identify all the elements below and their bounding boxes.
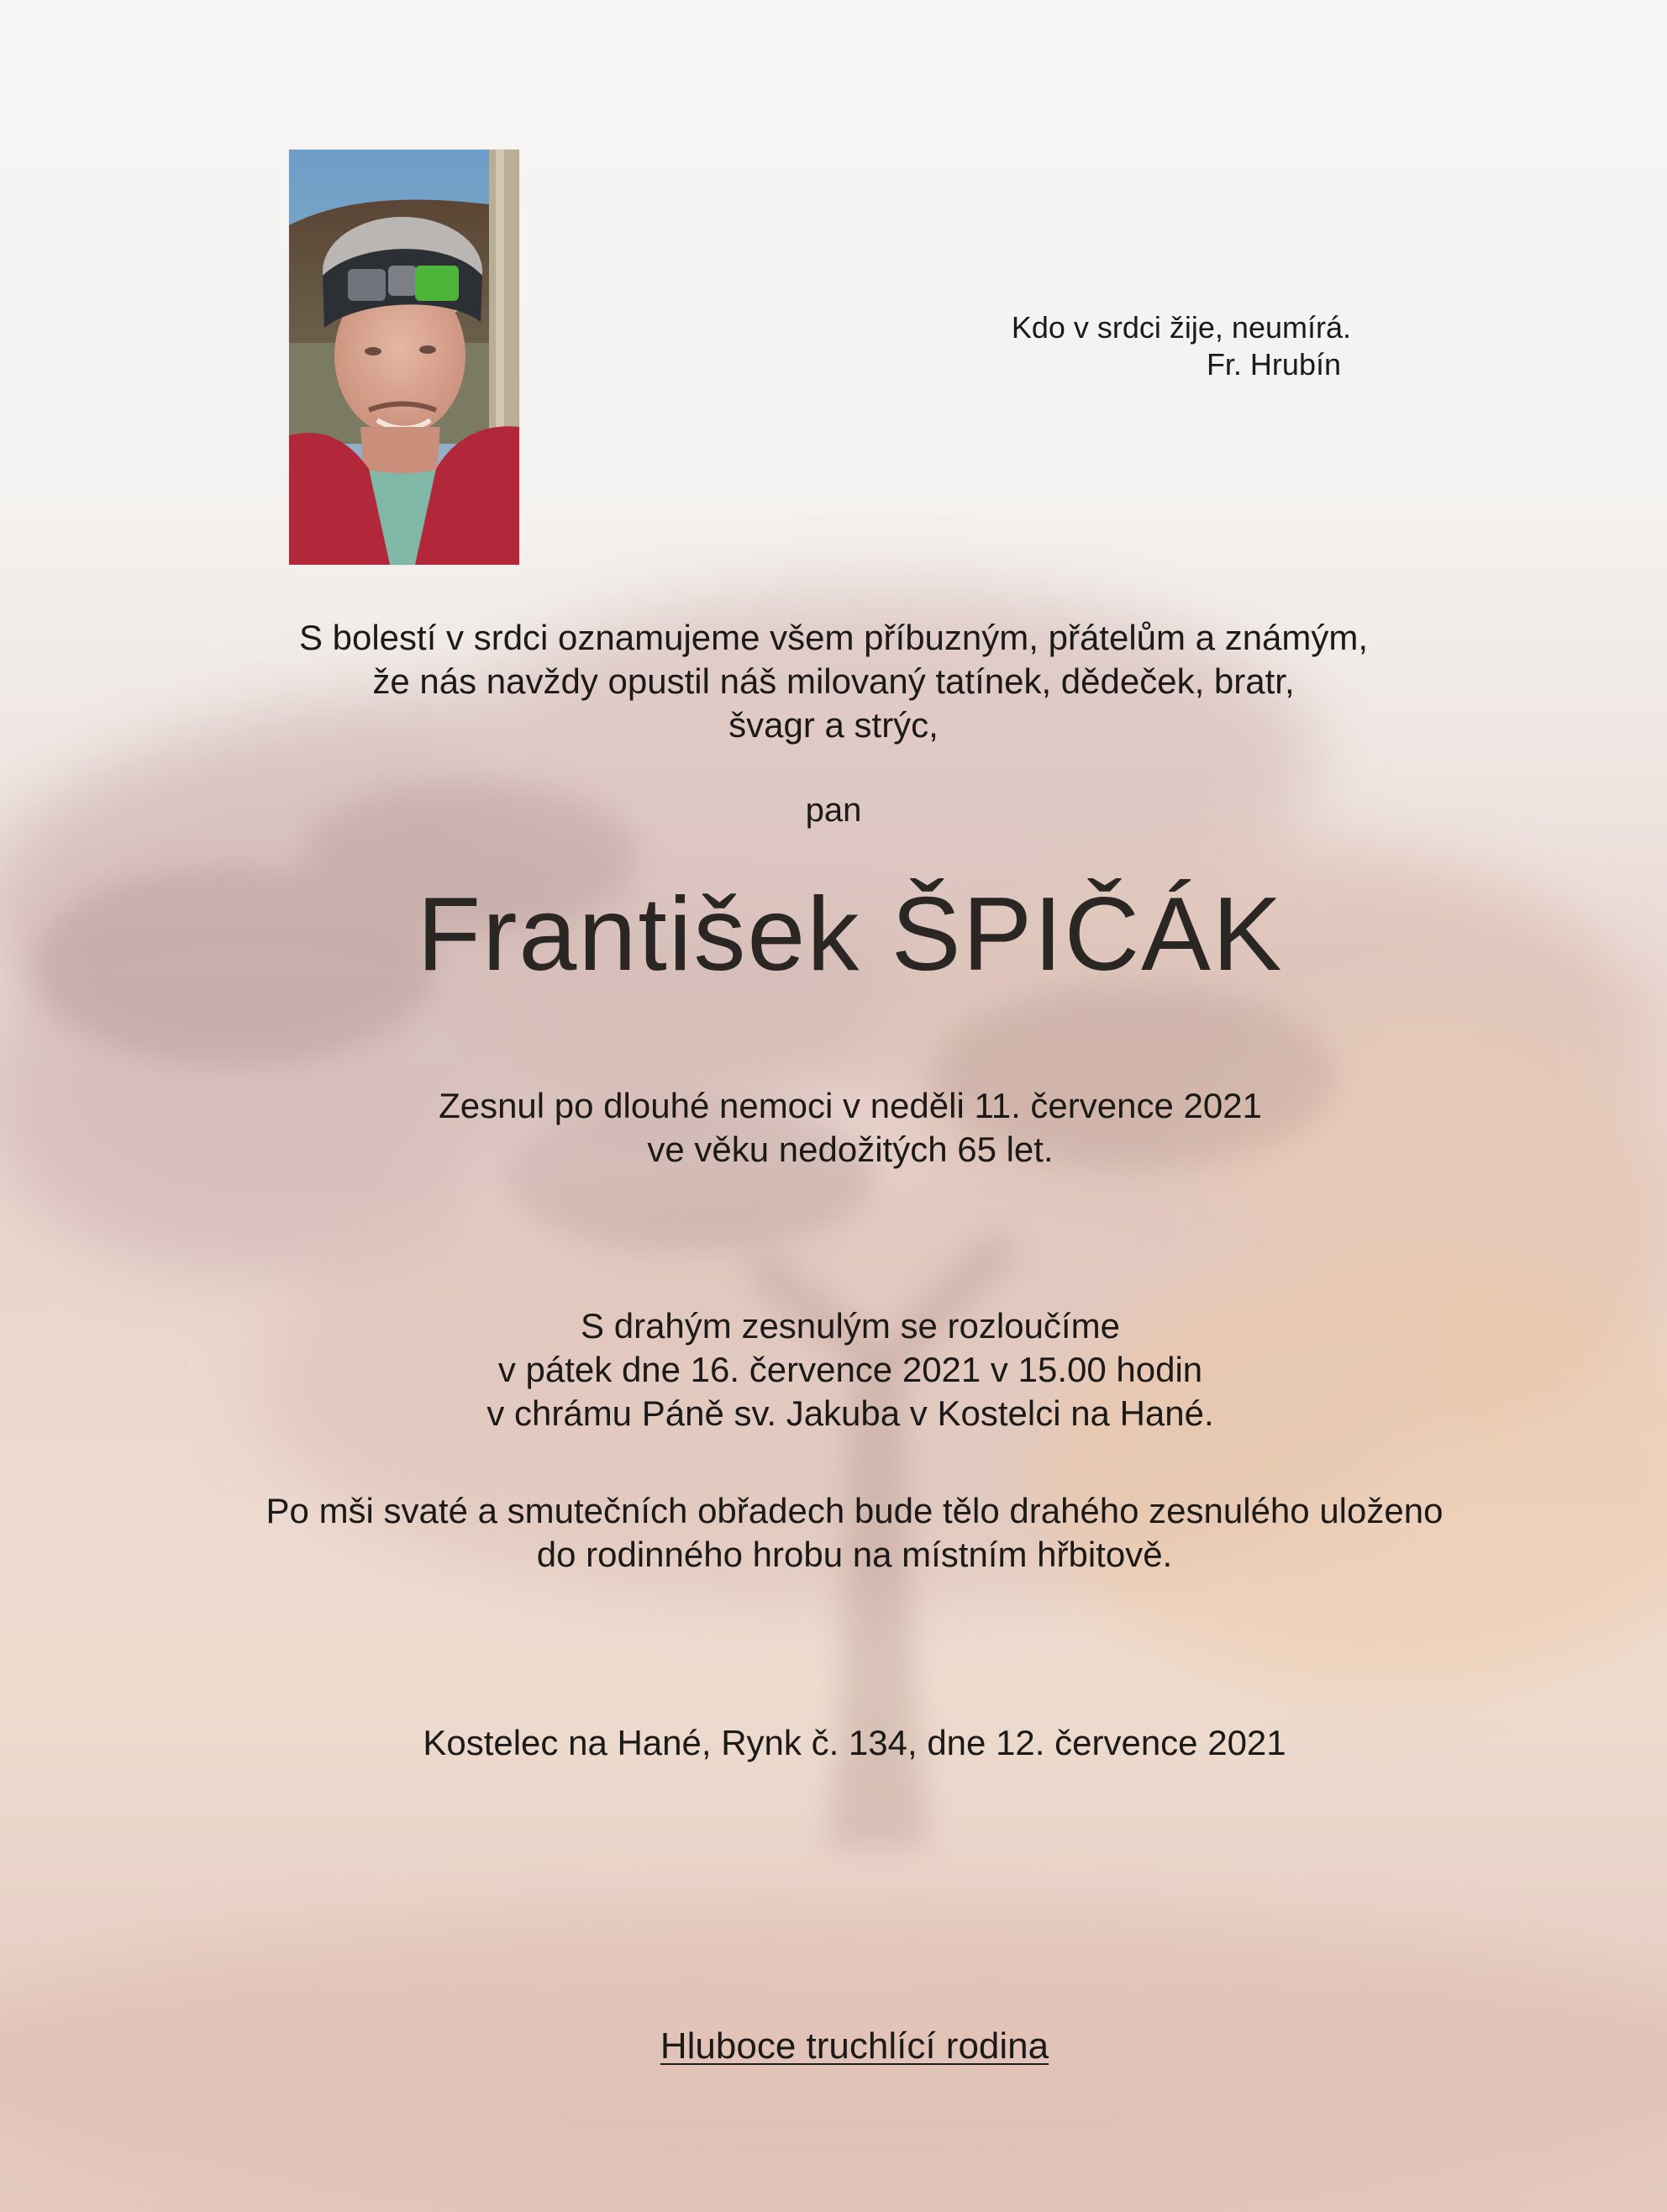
portrait-image — [289, 150, 519, 565]
burial-notice — [0, 1489, 1667, 1577]
motto-text: Kdo v srdci žije, neumírá. — [1011, 310, 1351, 345]
announcement-line: S bolestí v srdci oznamujeme všem příbuzným, přátelům a známým, — [298, 618, 1369, 657]
place-and-date: Kostelec na Hané, Rynk č. 134, dne 12. července 2021 — [423, 1723, 1286, 1762]
motto-author: Fr. Hrubín — [1206, 347, 1341, 382]
death-line: ve věku nedožitých 65 let. — [647, 1130, 1054, 1169]
portrait-photo — [289, 150, 519, 565]
burial-line: do rodinného hrobu na místním hřbitově. — [536, 1535, 1173, 1574]
death-line: Zesnul po dlouhé nemoci v neděli 11. července 2021 — [439, 1086, 1262, 1125]
announcement-line: švagr a strýc, — [728, 705, 939, 745]
farewell-line: v chrámu Páně sv. Jakuba v Kostelci na Hané. — [486, 1393, 1214, 1433]
honorific: pan — [805, 792, 862, 829]
announcement-text — [0, 616, 1667, 747]
signature-block — [0, 2024, 1667, 2069]
farewell-line: v pátek dne 16. července 2021 v 15.00 hodin — [497, 1350, 1203, 1389]
death-notice — [0, 1084, 1667, 1172]
motto-quote — [1012, 309, 1351, 383]
burial-line: Po mši svaté a smutečních obřadech bude tělo drahého zesnulého uloženo — [266, 1491, 1444, 1530]
farewell-notice — [0, 1304, 1667, 1435]
farewell-line: S drahým zesnulým se rozloučíme — [581, 1306, 1120, 1346]
announcement-line: že nás navždy opustil náš milovaný tatínek, dědeček, bratr, — [372, 661, 1295, 701]
deceased-name: František ŠPIČÁK — [417, 877, 1284, 993]
signature: Hluboce truchlící rodina — [660, 2025, 1049, 2067]
